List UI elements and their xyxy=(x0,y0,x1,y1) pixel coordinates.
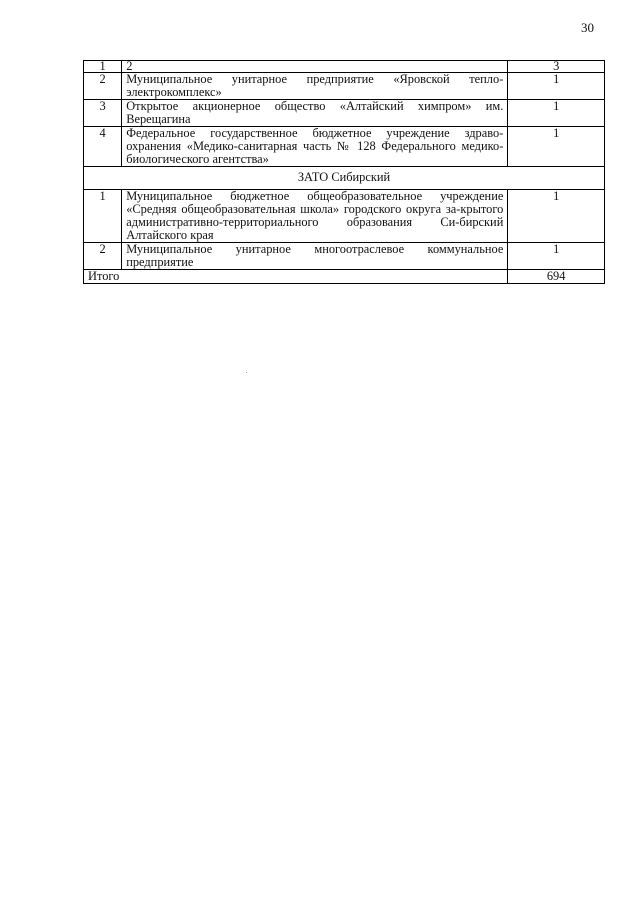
table-row xyxy=(84,190,605,243)
header-col-1: 1 xyxy=(84,61,122,73)
total-value: 694 xyxy=(508,270,605,284)
page-number: 30 xyxy=(581,20,594,35)
total-label: Итого xyxy=(84,270,508,284)
section-row xyxy=(84,167,605,190)
organization-name: Муниципальное унитарное предприятие «Яровской тепло-электрокомплекс» xyxy=(122,73,508,100)
total-row xyxy=(84,270,605,284)
table-row xyxy=(84,127,605,167)
row-quantity: 1 xyxy=(508,243,605,270)
table-header-row xyxy=(84,61,605,73)
organization-name: Муниципальное унитарное многоотраслевое коммунальное предприятие xyxy=(122,243,508,270)
row-quantity: 1 xyxy=(508,190,605,243)
organization-name: Муниципальное бюджетное общеобразовательное учреждение «Средняя общеобразовательная школа» городского округа за-крытого административно-территориального образования Си-бирский Алтайского края xyxy=(122,190,508,243)
row-quantity: 1 xyxy=(508,127,605,167)
organization-name: Федеральное государственное бюджетное учреждение здраво-охранения «Медико-санитарная часть № 128 Федерального медико-биологического агентства» xyxy=(122,127,508,167)
row-number: 1 xyxy=(84,190,122,243)
row-quantity: 1 xyxy=(508,100,605,127)
header-col-3: 3 xyxy=(508,61,605,73)
table-row xyxy=(84,100,605,127)
row-number: 2 xyxy=(84,243,122,270)
header-col-2: 2 xyxy=(122,61,508,73)
row-number: 4 xyxy=(84,127,122,167)
organizations-table xyxy=(83,60,605,284)
organization-name: Открытое акционерное общество «Алтайский химпром» им. Верещагина xyxy=(122,100,508,127)
scan-speck xyxy=(246,372,247,373)
section-title: ЗАТО Сибирский xyxy=(84,167,605,190)
row-number: 2 xyxy=(84,73,122,100)
row-number: 3 xyxy=(84,100,122,127)
table-row xyxy=(84,73,605,100)
table-row xyxy=(84,243,605,270)
row-quantity: 1 xyxy=(508,73,605,100)
